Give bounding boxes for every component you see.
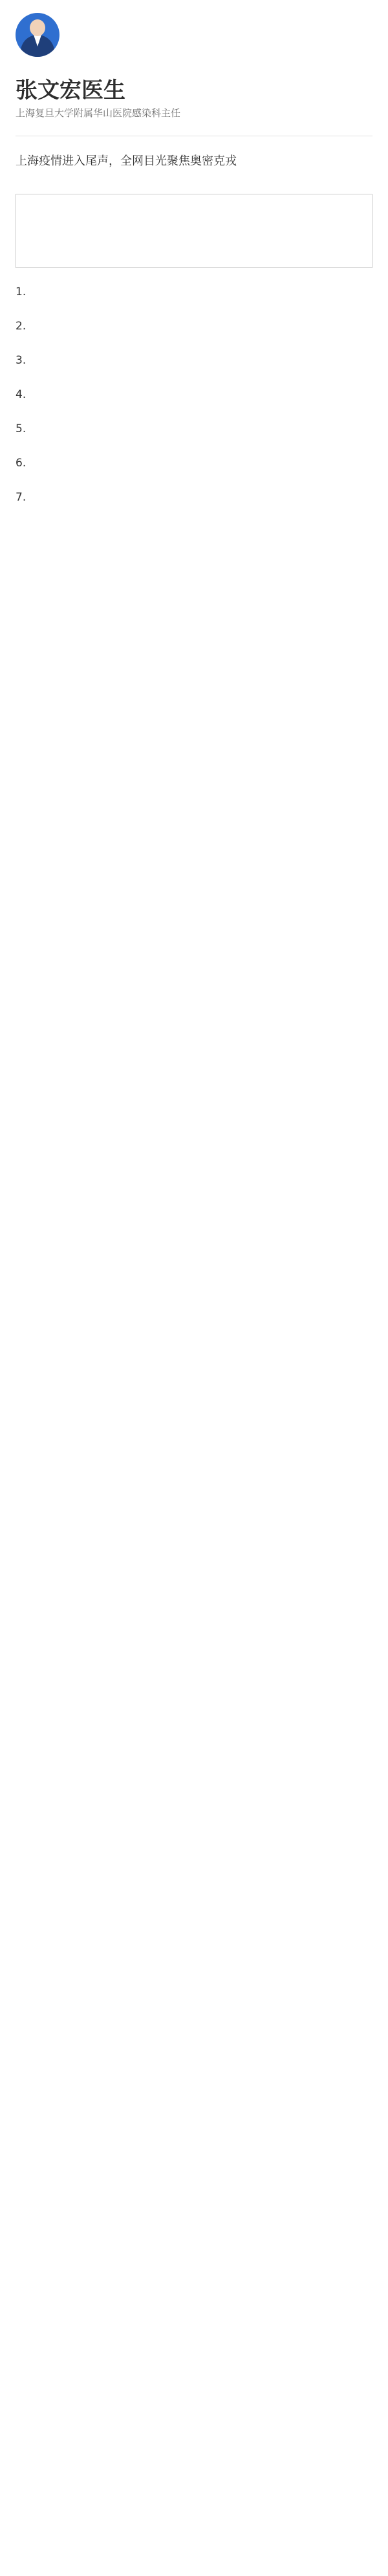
intro-box: [16, 194, 372, 268]
point-6: [16, 453, 372, 473]
point-1: [16, 282, 372, 302]
author-name[interactable]: 张文宏医生: [16, 78, 125, 103]
intro-paragraph: [25, 201, 363, 261]
article-title: 上海疫情进入尾声，全网目光聚焦奥密克戎: [16, 154, 237, 168]
point-3-number: 3.: [16, 354, 27, 367]
article-body: [16, 194, 372, 556]
point-5: [16, 419, 372, 439]
author-affiliation: 上海复旦大学附属华山医院感染科主任: [16, 107, 181, 119]
point-3: [16, 351, 372, 371]
point-1-number: 1.: [16, 286, 27, 298]
point-4-number: 4.: [16, 388, 27, 401]
point-7-number: 7.: [16, 491, 27, 504]
avatar[interactable]: [16, 13, 59, 57]
point-2: [16, 317, 372, 337]
point-4: [16, 385, 372, 405]
author-header: [0, 0, 388, 134]
point-5-number: 5.: [16, 422, 27, 435]
closing-paragraph: [16, 522, 372, 542]
point-6-number: 6.: [16, 457, 27, 470]
point-7: [16, 488, 372, 508]
avatar-head: [30, 19, 45, 36]
point-2-number: 2.: [16, 320, 27, 333]
